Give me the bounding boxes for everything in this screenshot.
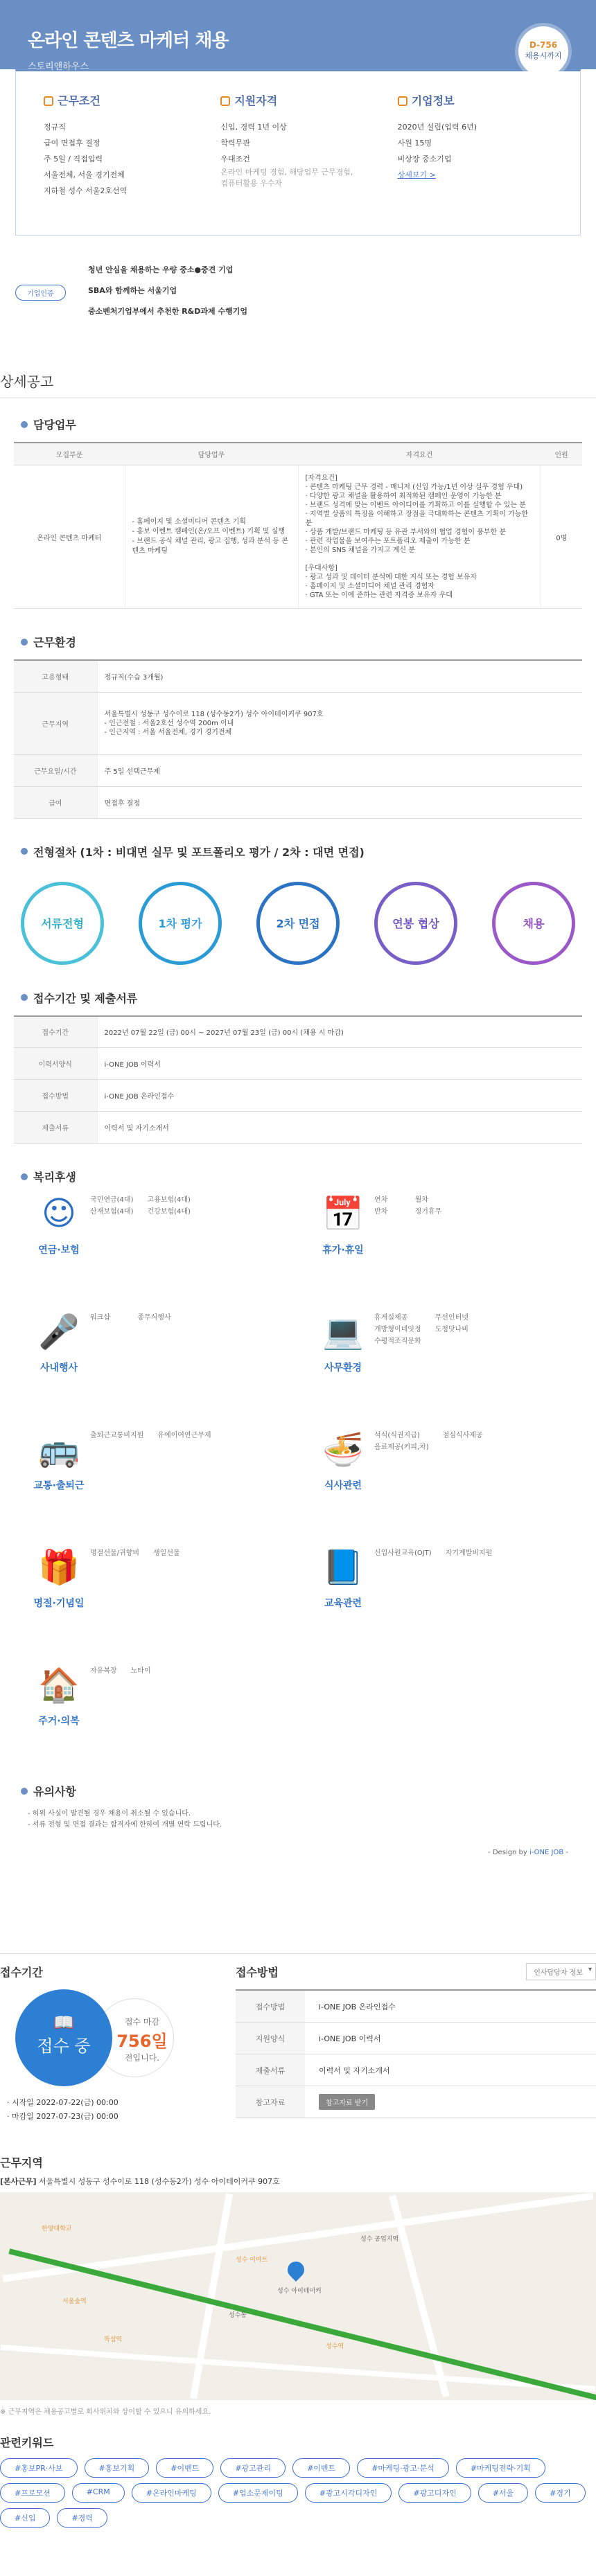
- cert-line: 중소벤처기업부에서 추천한 R&D과제 수행기업: [88, 307, 247, 316]
- method-title: 접수방법: [236, 1966, 279, 1979]
- method-label: 참고자료: [236, 2086, 305, 2117]
- env-label: 근무지역: [14, 692, 97, 754]
- keyword-tag[interactable]: #광고디자인: [398, 2483, 471, 2503]
- apply-label: 접수방법: [14, 1080, 97, 1112]
- map-label: 뚝섬역: [104, 2336, 123, 2343]
- benefit-name: 주거·의복: [38, 1716, 80, 1727]
- keywords-title: 관련키워드: [0, 2436, 54, 2449]
- keyword-tag[interactable]: #이벤트: [292, 2458, 350, 2478]
- benefit-detail: 고용보험(4대): [147, 1196, 191, 1204]
- step-label: 서류전형: [41, 917, 84, 930]
- benefit-detail: 종무식행사: [137, 1314, 171, 1322]
- benefit-item: [14, 1547, 298, 1658]
- qualification-line: 우대조건: [220, 154, 250, 163]
- condition-line: 지하철 성수 서울2호선역: [44, 186, 128, 195]
- benefit-detail: 도청닷나비: [435, 1326, 468, 1333]
- design-suffix: -: [563, 1849, 568, 1856]
- remain-label: 접수 마감: [124, 2017, 160, 2027]
- notes-body: [14, 1809, 582, 1831]
- cert-line: SBA와 함께하는 서울기업: [88, 286, 177, 295]
- qualification-line: 온라인 마케팅 경험, 해당업무 근무경험,: [220, 168, 353, 177]
- summary-box: [15, 69, 581, 236]
- method-row: [236, 2054, 596, 2086]
- status-text: 접수 중: [37, 2036, 91, 2056]
- table-header: 모집부문: [14, 443, 125, 465]
- bullet-icon: [21, 1173, 28, 1180]
- keyword-list: [0, 2458, 596, 2528]
- method-panel: [236, 1954, 596, 2124]
- company-line: 비상장 중소기업: [397, 154, 452, 163]
- certifications: [15, 260, 581, 336]
- address-text: 서울특별시 성동구 성수이로 118 (성수동2가) 성수 아이테이커쿠 907호: [36, 2177, 280, 2186]
- bullet-icon: [21, 994, 28, 1001]
- status-circle: [15, 1989, 112, 2086]
- bullet-icon: [21, 421, 28, 428]
- benefit-name: 교육관련: [324, 1598, 362, 1609]
- notes-title: 유의사항: [33, 1785, 76, 1798]
- apply-value: i-ONE JOB 이력서: [97, 1048, 582, 1080]
- benefit-detail: 산재보험(4대): [90, 1208, 134, 1216]
- benefit-item: [14, 1312, 298, 1423]
- env-label: 근무요일/시간: [14, 754, 97, 786]
- condition-line: 서울전체, 서울 경기전체: [44, 170, 125, 179]
- location-section: [0, 2144, 596, 2416]
- step-circle: [256, 882, 340, 965]
- benefit-detail: 점심식사제공: [442, 1432, 483, 1439]
- cert-badge: 기업인증: [15, 285, 66, 301]
- method-label: 제출서류: [236, 2054, 305, 2086]
- table-row: [14, 692, 582, 754]
- remain-days: 756일: [116, 2032, 168, 2051]
- dday-label: 채용시까지: [525, 51, 562, 60]
- method-row: [236, 1991, 596, 2023]
- benefits-title: 복리후생: [33, 1171, 76, 1184]
- map-label: 서울숲역: [62, 2298, 87, 2305]
- apply-value: 2022년 07월 22일 (금) 00시 ~ 2027년 07월 23일 (금) 00시 (채용 시 마감): [97, 1016, 582, 1048]
- step-label: 채용: [523, 917, 545, 930]
- table-header: 자격요건: [298, 443, 541, 465]
- benefit-detail: 음료제공(커피,차): [374, 1444, 429, 1451]
- keywords-section: [0, 2434, 596, 2528]
- benefit-detail: 유에이여연근무제: [157, 1432, 211, 1439]
- person-shield-icon: ☺: [41, 1194, 77, 1233]
- apply-value: i-ONE JOB 온라인접수: [97, 1080, 582, 1112]
- laptop-icon: 💻: [322, 1313, 364, 1351]
- benefit-detail: 무선인터넷: [435, 1314, 468, 1322]
- bowl-icon: 🍜: [322, 1430, 364, 1469]
- benefit-name: 연금·보험: [38, 1245, 80, 1256]
- map-label: 성수 공업지역: [360, 2236, 399, 2243]
- benefit-detail: 명절선물/귀향비: [90, 1549, 139, 1557]
- keyword-tag[interactable]: #경력: [57, 2508, 107, 2528]
- table-row: [14, 1112, 582, 1144]
- table-row: [14, 660, 582, 692]
- step-circle: [21, 882, 104, 965]
- method-value: i-ONE JOB 온라인접수: [319, 2002, 396, 2011]
- keyword-tag[interactable]: #온라인마케팅: [132, 2483, 211, 2503]
- bullet-icon: [21, 639, 28, 646]
- gift-icon: 🎁: [38, 1548, 80, 1587]
- keyword-tag[interactable]: #광고관리: [220, 2458, 286, 2478]
- note-line: - 허위 사실이 발견될 경우 채용이 취소될 수 있습니다.: [28, 1810, 191, 1818]
- duty-table: [14, 442, 582, 609]
- design-credit: [28, 1849, 568, 1856]
- benefits-grid: [14, 1194, 582, 1776]
- period-start: · 시작일 2022-07-22(금) 00:00: [7, 2098, 119, 2107]
- env-value: 정규직(수습 3개월): [97, 660, 582, 692]
- step-label: 연봉 협상: [392, 917, 439, 930]
- book-icon: 📘: [322, 1548, 364, 1587]
- qualifications-column: [209, 92, 386, 207]
- apply-title: 접수기간 및 제출서류: [33, 991, 138, 1005]
- table-row: [14, 1016, 582, 1048]
- remain-suffix: 전입니다.: [124, 2053, 160, 2063]
- company-info-title: 기업정보: [411, 94, 455, 107]
- step-label: 1차 평가: [158, 917, 202, 930]
- bus-icon: 🚌: [38, 1430, 80, 1469]
- method-value: i-ONE JOB 이력서: [319, 2034, 381, 2043]
- job-header: [0, 0, 596, 72]
- method-label: 지원양식: [236, 2023, 305, 2054]
- benefit-item: [298, 1194, 582, 1305]
- company-column: [387, 92, 563, 207]
- bullet-icon: [21, 848, 28, 855]
- benefit-detail: 생일선물: [153, 1549, 180, 1557]
- table-row: [14, 1080, 582, 1112]
- map[interactable]: [0, 2192, 596, 2400]
- env-title: 근무환경: [33, 636, 76, 649]
- benefit-detail: 반차: [374, 1208, 388, 1216]
- dday-badge: [518, 26, 568, 76]
- detail-section-title: 상세공고: [0, 364, 596, 398]
- address: [0, 2176, 596, 2187]
- benefit-item: [298, 1430, 582, 1540]
- apply-value: 이력서 및 자기소개서: [97, 1112, 582, 1144]
- conditions-column: [33, 92, 209, 207]
- keyword-tag[interactable]: #마케팅·광고·분석: [357, 2458, 449, 2478]
- condition-line: 정규직: [44, 123, 66, 132]
- duty-task: - 홈페이지 및 소셜미디어 콘텐츠 기획 - 홍보 이벤트 캠페인(온/오프 이벤트) 기획 및 실행 - 브랜드 공식 채널 관리, 광고 집행, 성과 분석 등 콘텐츠 마케팅: [125, 465, 298, 609]
- benefit-item: [298, 1547, 582, 1658]
- table-row: [14, 754, 582, 786]
- keyword-tag[interactable]: #프로모션: [0, 2483, 65, 2503]
- table-row: [14, 465, 582, 609]
- job-title: 온라인 콘텐츠 마케터 채용: [28, 30, 229, 51]
- keyword-tag[interactable]: #신입: [0, 2508, 50, 2528]
- duty-part: 온라인 콘텐츠 마케터: [14, 465, 125, 609]
- benefit-name: 식사관련: [324, 1480, 362, 1491]
- keyword-tag[interactable]: #홍보PR·사보: [0, 2458, 78, 2478]
- benefit-name: 교통·출퇴근: [33, 1480, 85, 1491]
- contact-select[interactable]: 인사담당자 정보 ▾: [526, 1963, 596, 1980]
- condition-line: 급여 면접후 결정: [44, 139, 100, 148]
- benefit-detail: 노타이: [130, 1667, 151, 1675]
- env-value: 주 5일 선택근무제: [97, 754, 582, 786]
- env-value: 서울특별시 성동구 성수이로 118 (성수동2가) 성수 아이테이커쿠 907호 - 인근전철 : 서울2호선 성수역 200m 이내 - 인근지역 : 서울 서울전체, 경기 경기전체: [97, 692, 582, 754]
- apply-label: 이력서양식: [14, 1048, 97, 1080]
- step-circle: [492, 882, 575, 965]
- house-icon: 🏠: [38, 1666, 80, 1705]
- duty-title: 담당업무: [33, 418, 76, 432]
- qualification-line: 컴퓨터활용 우수자: [220, 179, 282, 188]
- benefit-detail: 건강보험(4대): [147, 1208, 191, 1216]
- duty-count: 0명: [541, 465, 582, 609]
- benefit-item: [14, 1665, 298, 1776]
- process-title: 전형절차 (1차 : 비대면 실무 및 포트폴리오 평가 / 2차 : 대면 면접): [33, 845, 365, 859]
- detail-body: [14, 416, 582, 1856]
- conditions-title: 근무조건: [58, 94, 100, 107]
- qualification-line: 학력무관: [220, 139, 250, 148]
- qualifications-title: 지원자격: [234, 94, 278, 107]
- building-icon: [398, 96, 407, 106]
- benefit-detail: 휴게실제공: [374, 1314, 408, 1322]
- benefit-detail: 개방형이네잇정: [374, 1326, 421, 1333]
- method-row: [236, 2023, 596, 2054]
- benefit-detail: 자기계발비지원: [445, 1549, 493, 1557]
- location-title: 근무지역: [0, 2156, 43, 2169]
- keyword-tag[interactable]: #광고시각디자인: [305, 2483, 392, 2503]
- benefit-item: [298, 1312, 582, 1423]
- benefit-detail: 신입사원교육(OJT): [374, 1549, 432, 1557]
- bullet-icon: [21, 1788, 28, 1795]
- table-header: 담당업무: [125, 443, 298, 465]
- location-pin-icon[interactable]: [284, 2258, 308, 2282]
- keyword-tag[interactable]: #홍보기획: [85, 2458, 150, 2478]
- map-label: 성수동: [229, 2312, 247, 2319]
- benefit-detail: 자유복장: [90, 1667, 117, 1675]
- keyword-tag[interactable]: #마케팅전략·기획: [456, 2458, 545, 2478]
- company-name[interactable]: 스토리앤하우스: [28, 62, 89, 72]
- env-label: 급여: [14, 786, 97, 818]
- period-panel: [0, 1954, 236, 2124]
- benefit-item: [14, 1194, 298, 1305]
- method-row: [236, 2086, 596, 2118]
- person-icon: [220, 96, 230, 106]
- benefit-name: 명절·기념일: [33, 1598, 85, 1609]
- period-title: 접수기간: [0, 1966, 43, 1979]
- download-reference-button[interactable]: 참고자료 받기: [319, 2094, 375, 2110]
- env-table: [14, 659, 582, 819]
- benefit-detail: 석식(식권지급): [374, 1432, 420, 1439]
- apply-label: 접수기간: [14, 1016, 97, 1048]
- keyword-tag[interactable]: #이벤트: [156, 2458, 213, 2478]
- qualification-line: 신입, 경력 1년 이상: [220, 123, 287, 132]
- condition-line: 주 5일 / 직접입력: [44, 154, 103, 163]
- env-label: 고용형태: [14, 660, 97, 692]
- application-info: [0, 1953, 596, 2144]
- design-prefix: - Design by: [488, 1849, 529, 1856]
- company-line: 사원 15명: [397, 139, 432, 148]
- duty-requirements: [자격요건] · 콘텐츠 마케팅 근무 경력 - 매니저 (신입 가능/1년 이상 실무 경험 우대) · 다양한 광고 채널을 활용하여 최적화된 캠페인 운영이 가능한 분 · 브랜드 성격에 맞는 이벤트 아이디어를 기획하고 이를 실행할 수 있는 분 · 지역별 상품의 특징을 이해하고 장점을 극대화하는 콘텐츠 기획이 가능한 분 · 상품 개발/브랜드 마케팅 등 유관 부서와의 협업 경험이 풍부한 분 · 관련 작업물을 보여주는 포트폴리오 제출이 가능한 분 · 본인의 SNS 채널을 가지고 계신 분 [우대사항] · 광고 성과 및 데이터 분석에 대한 지식 또는 경험 보유자 · 홈페이지 및 소셜미디어 채널 관리 경험자 · GTA 또는 이에 준하는 관련 자격증 보유자 우대: [298, 465, 541, 609]
- benefit-name: 사내행사: [40, 1362, 78, 1374]
- map-label: 성수역: [326, 2343, 344, 2350]
- address-label: [본사근무]: [0, 2177, 37, 2186]
- keyword-tag[interactable]: #서울: [478, 2483, 528, 2503]
- benefit-item: [14, 1430, 298, 1540]
- design-brand: i-ONE JOB: [529, 1849, 564, 1856]
- env-value: 면접후 결정: [97, 786, 582, 818]
- table-row: [14, 786, 582, 818]
- company-detail-link[interactable]: 상세보기 >: [397, 170, 436, 179]
- company-line: 2020년 설립(업력 6년): [397, 123, 477, 132]
- step-circle: [374, 882, 457, 965]
- table-row: [14, 1048, 582, 1080]
- benefit-detail: 연차: [374, 1196, 388, 1204]
- period-end: · 마감일 2027-07-23(금) 00:00: [7, 2112, 119, 2121]
- method-value: 이력서 및 자기소개서: [319, 2066, 390, 2075]
- benefit-detail: 정기휴무: [414, 1208, 442, 1216]
- document-icon: [44, 96, 53, 106]
- note-line: - 서류 전형 및 면접 결과는 합격자에 한하여 개별 연락 드립니다.: [28, 1821, 222, 1829]
- benefit-detail: 출퇴근교통비지원: [90, 1432, 144, 1439]
- cert-line: 청년 안심을 채용하는 우량 중소●중견 기업: [88, 265, 234, 274]
- benefit-name: 휴가·휴일: [322, 1245, 364, 1256]
- step-label: 2차 면접: [276, 917, 320, 930]
- keyword-tag[interactable]: #업소문제이팅: [218, 2483, 298, 2503]
- benefit-detail: 워크샵: [90, 1314, 110, 1322]
- benefit-name: 사무환경: [324, 1362, 362, 1374]
- process-steps: [14, 869, 582, 986]
- map-note: ※ 근무지역은 채용공고별로 회사위치와 상이할 수 있으니 유의하세요.: [0, 2408, 211, 2416]
- benefit-detail: 국민연금(4대): [90, 1196, 134, 1204]
- period-graphic: [15, 1989, 185, 2086]
- benefit-detail: 수평적조직문화: [374, 1338, 421, 1345]
- method-label: 접수방법: [236, 1991, 305, 2022]
- calendar-icon: 📅: [322, 1195, 364, 1234]
- table-header: 인원: [541, 443, 582, 465]
- book-open-icon: 📖: [53, 2013, 74, 2032]
- map-label: 성수 이마트: [236, 2257, 268, 2264]
- benefit-detail: 월차: [414, 1196, 428, 1204]
- step-circle: [139, 882, 222, 965]
- map-label: 성수 아이테이커: [277, 2288, 322, 2295]
- keyword-tag[interactable]: #경기: [535, 2483, 585, 2503]
- apply-table: [14, 1015, 582, 1144]
- map-label: 한양대학교: [42, 2226, 72, 2232]
- microphone-icon: 🎤: [38, 1313, 80, 1351]
- apply-label: 제출서류: [14, 1112, 97, 1144]
- keyword-tag[interactable]: #CRM: [72, 2483, 125, 2503]
- dday-value: D-756: [529, 40, 558, 50]
